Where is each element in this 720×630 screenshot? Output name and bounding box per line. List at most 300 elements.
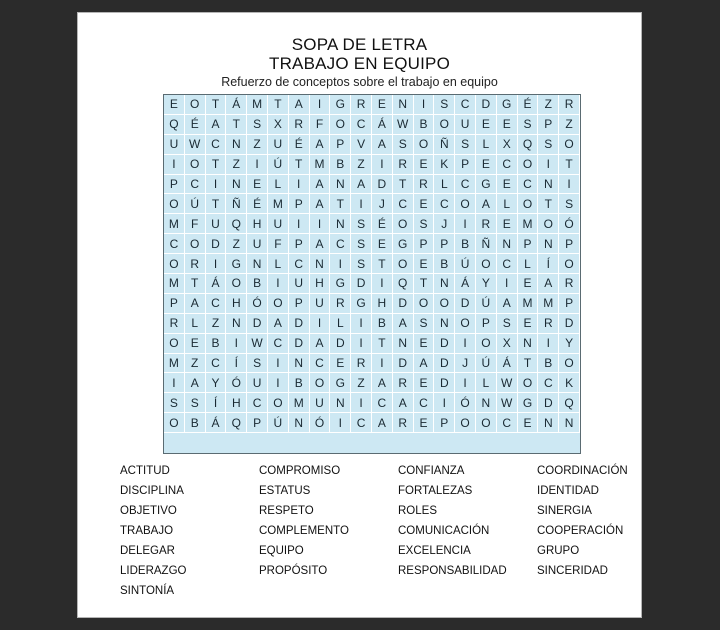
grid-letter[interactable]: D: [289, 334, 310, 354]
grid-letter[interactable]: M: [164, 274, 185, 294]
grid-letter[interactable]: P: [476, 314, 497, 334]
grid-letter[interactable]: P: [164, 294, 185, 314]
grid-letter[interactable]: N: [476, 393, 497, 413]
grid-letter[interactable]: É: [247, 194, 268, 214]
grid-letter[interactable]: O: [393, 254, 414, 274]
grid-letter[interactable]: U: [268, 214, 289, 234]
grid-letter[interactable]: C: [538, 373, 559, 393]
grid-letter[interactable]: I: [351, 334, 372, 354]
grid-letter[interactable]: I: [351, 194, 372, 214]
grid-letter[interactable]: O: [268, 393, 289, 413]
grid-letter[interactable]: C: [372, 393, 393, 413]
grid-letter[interactable]: Ó: [247, 294, 268, 314]
grid-letter[interactable]: A: [310, 135, 331, 155]
grid-letter[interactable]: Q: [393, 274, 414, 294]
grid-letter[interactable]: S: [414, 314, 435, 334]
grid-letter[interactable]: L: [330, 314, 351, 334]
grid-letter[interactable]: N: [393, 95, 414, 115]
grid-letter[interactable]: I: [455, 214, 476, 234]
grid-letter[interactable]: L: [434, 175, 455, 195]
grid-letter[interactable]: S: [455, 135, 476, 155]
grid-letter[interactable]: M: [247, 95, 268, 115]
grid-letter[interactable]: Ó: [559, 214, 580, 234]
grid-letter[interactable]: P: [434, 413, 455, 433]
grid-letter[interactable]: P: [559, 294, 580, 314]
grid-letter[interactable]: C: [434, 194, 455, 214]
grid-letter[interactable]: J: [372, 194, 393, 214]
grid-letter[interactable]: N: [226, 314, 247, 334]
grid-letter[interactable]: Á: [455, 274, 476, 294]
grid-letter[interactable]: I: [206, 254, 227, 274]
grid-letter[interactable]: O: [164, 194, 185, 214]
grid-letter[interactable]: C: [518, 175, 539, 195]
grid-letter[interactable]: I: [372, 155, 393, 175]
grid-letter[interactable]: Ú: [185, 194, 206, 214]
grid-letter[interactable]: E: [476, 155, 497, 175]
grid-letter[interactable]: O: [559, 135, 580, 155]
grid-letter[interactable]: O: [476, 254, 497, 274]
grid-letter[interactable]: Ó: [226, 373, 247, 393]
grid-letter[interactable]: C: [310, 354, 331, 374]
grid-letter[interactable]: N: [247, 254, 268, 274]
grid-letter[interactable]: C: [268, 334, 289, 354]
grid-letter[interactable]: O: [559, 254, 580, 274]
grid-letter[interactable]: H: [226, 294, 247, 314]
grid-letter[interactable]: N: [289, 413, 310, 433]
grid-letter[interactable]: A: [538, 274, 559, 294]
grid-letter[interactable]: M: [164, 354, 185, 374]
grid-letter[interactable]: T: [372, 254, 393, 274]
grid-letter[interactable]: Z: [351, 373, 372, 393]
grid-letter[interactable]: Z: [226, 155, 247, 175]
grid-letter[interactable]: Y: [476, 274, 497, 294]
grid-letter[interactable]: O: [518, 194, 539, 214]
grid-letter[interactable]: I: [455, 334, 476, 354]
grid-letter[interactable]: Z: [206, 314, 227, 334]
grid-letter[interactable]: J: [455, 354, 476, 374]
grid-letter[interactable]: E: [414, 194, 435, 214]
grid-letter[interactable]: E: [414, 413, 435, 433]
grid-letter[interactable]: E: [372, 95, 393, 115]
grid-letter[interactable]: Q: [226, 214, 247, 234]
grid-letter[interactable]: G: [330, 274, 351, 294]
grid-letter[interactable]: D: [434, 334, 455, 354]
grid-letter[interactable]: N: [497, 234, 518, 254]
grid-letter[interactable]: L: [185, 314, 206, 334]
grid-letter[interactable]: D: [247, 314, 268, 334]
grid-letter[interactable]: D: [393, 294, 414, 314]
grid-letter[interactable]: U: [247, 234, 268, 254]
grid-letter[interactable]: E: [414, 373, 435, 393]
grid-letter[interactable]: N: [393, 334, 414, 354]
grid-letter[interactable]: N: [538, 175, 559, 195]
grid-letter[interactable]: Z: [185, 354, 206, 374]
grid-letter[interactable]: N: [226, 135, 247, 155]
grid-letter[interactable]: Á: [206, 413, 227, 433]
grid-letter[interactable]: X: [268, 115, 289, 135]
grid-letter[interactable]: D: [434, 373, 455, 393]
grid-letter[interactable]: N: [330, 214, 351, 234]
grid-letter[interactable]: D: [434, 354, 455, 374]
grid-letter[interactable]: O: [476, 334, 497, 354]
grid-letter[interactable]: B: [330, 155, 351, 175]
grid-letter[interactable]: E: [414, 155, 435, 175]
grid-letter[interactable]: Ú: [268, 155, 289, 175]
grid-letter[interactable]: Ú: [268, 413, 289, 433]
grid-letter[interactable]: C: [455, 95, 476, 115]
grid-letter[interactable]: S: [351, 254, 372, 274]
grid-letter[interactable]: A: [206, 115, 227, 135]
grid-letter[interactable]: N: [289, 354, 310, 374]
grid-letter[interactable]: Z: [559, 115, 580, 135]
grid-letter[interactable]: J: [434, 214, 455, 234]
grid-letter[interactable]: V: [351, 135, 372, 155]
grid-letter[interactable]: I: [268, 274, 289, 294]
grid-letter[interactable]: O: [518, 155, 539, 175]
grid-letter[interactable]: S: [518, 115, 539, 135]
grid-letter[interactable]: T: [559, 155, 580, 175]
grid-letter[interactable]: A: [372, 413, 393, 433]
grid-letter[interactable]: I: [434, 393, 455, 413]
grid-letter[interactable]: O: [185, 234, 206, 254]
grid-letter[interactable]: E: [476, 115, 497, 135]
grid-letter[interactable]: O: [434, 115, 455, 135]
grid-letter[interactable]: C: [206, 294, 227, 314]
grid-letter[interactable]: O: [434, 294, 455, 314]
grid-letter[interactable]: F: [268, 234, 289, 254]
grid-letter[interactable]: A: [414, 354, 435, 374]
grid-letter[interactable]: A: [351, 175, 372, 195]
grid-letter[interactable]: P: [164, 175, 185, 195]
grid-letter[interactable]: I: [351, 314, 372, 334]
grid-letter[interactable]: C: [455, 175, 476, 195]
grid-letter[interactable]: O: [455, 194, 476, 214]
grid-letter[interactable]: B: [538, 354, 559, 374]
grid-letter[interactable]: D: [289, 314, 310, 334]
grid-letter[interactable]: I: [268, 373, 289, 393]
grid-letter[interactable]: U: [310, 393, 331, 413]
grid-letter[interactable]: M: [164, 214, 185, 234]
grid-letter[interactable]: N: [330, 175, 351, 195]
grid-letter[interactable]: E: [497, 175, 518, 195]
grid-letter[interactable]: S: [247, 115, 268, 135]
grid-letter[interactable]: A: [185, 294, 206, 314]
grid-letter[interactable]: T: [372, 334, 393, 354]
grid-letter[interactable]: I: [372, 274, 393, 294]
grid-letter[interactable]: G: [393, 234, 414, 254]
grid-letter[interactable]: N: [538, 413, 559, 433]
grid-letter[interactable]: D: [206, 234, 227, 254]
grid-letter[interactable]: É: [518, 95, 539, 115]
grid-letter[interactable]: I: [268, 354, 289, 374]
grid-letter[interactable]: M: [518, 214, 539, 234]
grid-letter[interactable]: B: [372, 314, 393, 334]
grid-letter[interactable]: O: [414, 135, 435, 155]
grid-letter[interactable]: P: [559, 234, 580, 254]
grid-letter[interactable]: C: [185, 175, 206, 195]
grid-letter[interactable]: C: [497, 413, 518, 433]
grid-letter[interactable]: R: [559, 95, 580, 115]
grid-letter[interactable]: Í: [226, 354, 247, 374]
grid-letter[interactable]: A: [310, 334, 331, 354]
grid-letter[interactable]: R: [393, 373, 414, 393]
grid-letter[interactable]: O: [164, 254, 185, 274]
grid-letter[interactable]: E: [372, 234, 393, 254]
grid-letter[interactable]: N: [330, 393, 351, 413]
grid-letter[interactable]: Á: [206, 274, 227, 294]
grid-letter[interactable]: L: [476, 135, 497, 155]
grid-letter[interactable]: Q: [518, 135, 539, 155]
grid-letter[interactable]: C: [289, 254, 310, 274]
grid-letter[interactable]: A: [393, 393, 414, 413]
grid-letter[interactable]: I: [372, 354, 393, 374]
grid-letter[interactable]: G: [476, 175, 497, 195]
grid-letter[interactable]: D: [393, 354, 414, 374]
grid-letter[interactable]: S: [247, 354, 268, 374]
grid-letter[interactable]: Ó: [455, 393, 476, 413]
grid-letter[interactable]: H: [226, 393, 247, 413]
grid-letter[interactable]: P: [289, 294, 310, 314]
grid-letter[interactable]: T: [206, 155, 227, 175]
grid-letter[interactable]: P: [414, 234, 435, 254]
grid-letter[interactable]: U: [289, 274, 310, 294]
grid-letter[interactable]: S: [414, 214, 435, 234]
grid-letter[interactable]: Y: [206, 373, 227, 393]
grid-letter[interactable]: O: [226, 274, 247, 294]
grid-letter[interactable]: M: [289, 393, 310, 413]
grid-letter[interactable]: C: [206, 354, 227, 374]
grid-letter[interactable]: R: [330, 294, 351, 314]
grid-letter[interactable]: O: [164, 413, 185, 433]
grid-letter[interactable]: I: [247, 155, 268, 175]
grid-letter[interactable]: A: [476, 194, 497, 214]
grid-letter[interactable]: A: [310, 234, 331, 254]
grid-letter[interactable]: X: [497, 135, 518, 155]
grid-letter[interactable]: B: [289, 373, 310, 393]
grid-letter[interactable]: W: [393, 115, 414, 135]
grid-letter[interactable]: O: [455, 314, 476, 334]
grid-letter[interactable]: O: [164, 334, 185, 354]
grid-letter[interactable]: E: [247, 175, 268, 195]
grid-letter[interactable]: S: [164, 393, 185, 413]
grid-letter[interactable]: A: [310, 175, 331, 195]
grid-letter[interactable]: I: [538, 334, 559, 354]
grid-letter[interactable]: C: [247, 393, 268, 413]
grid-letter[interactable]: S: [559, 194, 580, 214]
grid-letter[interactable]: O: [185, 95, 206, 115]
grid-letter[interactable]: R: [393, 155, 414, 175]
grid-letter[interactable]: I: [226, 334, 247, 354]
grid-letter[interactable]: R: [559, 274, 580, 294]
grid-letter[interactable]: B: [185, 413, 206, 433]
grid-letter[interactable]: C: [497, 155, 518, 175]
grid-letter[interactable]: M: [310, 155, 331, 175]
grid-letter[interactable]: C: [414, 393, 435, 413]
grid-letter[interactable]: R: [393, 413, 414, 433]
grid-letter[interactable]: U: [206, 214, 227, 234]
grid-letter[interactable]: T: [393, 175, 414, 195]
grid-letter[interactable]: L: [268, 254, 289, 274]
grid-letter[interactable]: I: [310, 214, 331, 234]
grid-letter[interactable]: X: [497, 334, 518, 354]
grid-letter[interactable]: R: [476, 214, 497, 234]
grid-letter[interactable]: A: [310, 194, 331, 214]
grid-letter[interactable]: R: [351, 95, 372, 115]
grid-letter[interactable]: W: [185, 135, 206, 155]
grid-letter[interactable]: E: [518, 274, 539, 294]
grid-letter[interactable]: Z: [351, 155, 372, 175]
grid-letter[interactable]: E: [414, 334, 435, 354]
grid-letter[interactable]: G: [330, 95, 351, 115]
grid-letter[interactable]: R: [289, 115, 310, 135]
grid-letter[interactable]: E: [497, 115, 518, 135]
grid-letter[interactable]: E: [518, 413, 539, 433]
grid-letter[interactable]: A: [372, 135, 393, 155]
grid-letter[interactable]: T: [330, 194, 351, 214]
grid-letter[interactable]: Ñ: [476, 234, 497, 254]
grid-letter[interactable]: U: [247, 373, 268, 393]
grid-letter[interactable]: E: [497, 214, 518, 234]
grid-letter[interactable]: D: [372, 175, 393, 195]
grid-letter[interactable]: F: [185, 214, 206, 234]
grid-letter[interactable]: N: [226, 175, 247, 195]
grid-letter[interactable]: N: [538, 234, 559, 254]
grid-letter[interactable]: O: [268, 294, 289, 314]
grid-letter[interactable]: Z: [247, 135, 268, 155]
grid-letter[interactable]: U: [310, 294, 331, 314]
grid-letter[interactable]: L: [268, 175, 289, 195]
grid-letter[interactable]: É: [289, 135, 310, 155]
grid-letter[interactable]: I: [310, 314, 331, 334]
grid-letter[interactable]: N: [310, 254, 331, 274]
grid-letter[interactable]: H: [372, 294, 393, 314]
grid-letter[interactable]: P: [289, 234, 310, 254]
grid-letter[interactable]: L: [497, 194, 518, 214]
grid-letter[interactable]: I: [330, 413, 351, 433]
grid-letter[interactable]: S: [538, 135, 559, 155]
grid-letter[interactable]: O: [185, 155, 206, 175]
grid-letter[interactable]: Q: [164, 115, 185, 135]
grid-letter[interactable]: E: [330, 354, 351, 374]
grid-letter[interactable]: I: [559, 175, 580, 195]
grid-letter[interactable]: N: [559, 413, 580, 433]
grid-letter[interactable]: S: [497, 314, 518, 334]
grid-letter[interactable]: Í: [538, 254, 559, 274]
grid-letter[interactable]: H: [247, 214, 268, 234]
grid-letter[interactable]: Ú: [476, 294, 497, 314]
grid-letter[interactable]: D: [559, 314, 580, 334]
grid-letter[interactable]: K: [434, 155, 455, 175]
grid-letter[interactable]: I: [497, 274, 518, 294]
grid-letter[interactable]: D: [455, 294, 476, 314]
grid-letter[interactable]: B: [455, 234, 476, 254]
grid-letter[interactable]: I: [330, 254, 351, 274]
grid-letter[interactable]: W: [497, 393, 518, 413]
grid-letter[interactable]: N: [434, 314, 455, 334]
grid-letter[interactable]: U: [455, 115, 476, 135]
grid-letter[interactable]: K: [559, 373, 580, 393]
grid-letter[interactable]: M: [538, 294, 559, 314]
grid-letter[interactable]: I: [455, 373, 476, 393]
grid-letter[interactable]: N: [518, 334, 539, 354]
grid-letter[interactable]: Q: [559, 393, 580, 413]
grid-letter[interactable]: S: [351, 234, 372, 254]
grid-letter[interactable]: C: [164, 234, 185, 254]
grid-letter[interactable]: I: [164, 155, 185, 175]
grid-letter[interactable]: M: [268, 194, 289, 214]
grid-letter[interactable]: D: [330, 334, 351, 354]
grid-letter[interactable]: O: [330, 115, 351, 135]
grid-letter[interactable]: É: [185, 115, 206, 135]
grid-letter[interactable]: I: [351, 393, 372, 413]
grid-letter[interactable]: D: [351, 274, 372, 294]
grid-letter[interactable]: D: [538, 393, 559, 413]
grid-letter[interactable]: O: [476, 413, 497, 433]
grid-letter[interactable]: S: [185, 393, 206, 413]
grid-letter[interactable]: O: [393, 214, 414, 234]
grid-letter[interactable]: A: [185, 373, 206, 393]
grid-letter[interactable]: C: [351, 413, 372, 433]
grid-letter[interactable]: T: [206, 194, 227, 214]
grid-letter[interactable]: Q: [226, 413, 247, 433]
grid-letter[interactable]: Ñ: [226, 194, 247, 214]
grid-letter[interactable]: U: [268, 135, 289, 155]
grid-letter[interactable]: R: [414, 175, 435, 195]
grid-letter[interactable]: M: [518, 294, 539, 314]
grid-letter[interactable]: O: [538, 214, 559, 234]
grid-letter[interactable]: B: [206, 334, 227, 354]
grid-letter[interactable]: G: [518, 393, 539, 413]
grid-letter[interactable]: C: [351, 115, 372, 135]
grid-letter[interactable]: W: [497, 373, 518, 393]
grid-letter[interactable]: I: [310, 95, 331, 115]
grid-letter[interactable]: E: [518, 314, 539, 334]
grid-letter[interactable]: Z: [226, 234, 247, 254]
grid-letter[interactable]: C: [393, 194, 414, 214]
grid-letter[interactable]: R: [164, 314, 185, 334]
grid-letter[interactable]: A: [372, 373, 393, 393]
grid-letter[interactable]: T: [226, 115, 247, 135]
grid-letter[interactable]: O: [455, 413, 476, 433]
grid-letter[interactable]: S: [393, 135, 414, 155]
grid-letter[interactable]: A: [289, 95, 310, 115]
grid-letter[interactable]: D: [476, 95, 497, 115]
grid-letter[interactable]: R: [351, 354, 372, 374]
grid-letter[interactable]: I: [206, 175, 227, 195]
grid-letter[interactable]: Ú: [476, 354, 497, 374]
grid-letter[interactable]: Y: [559, 334, 580, 354]
grid-letter[interactable]: P: [247, 413, 268, 433]
grid-letter[interactable]: E: [164, 95, 185, 115]
grid-letter[interactable]: S: [351, 214, 372, 234]
grid-letter[interactable]: Ó: [310, 413, 331, 433]
grid-letter[interactable]: I: [414, 95, 435, 115]
grid-letter[interactable]: I: [289, 175, 310, 195]
grid-letter[interactable]: Ú: [455, 254, 476, 274]
grid-letter[interactable]: P: [289, 194, 310, 214]
grid-letter[interactable]: O: [518, 373, 539, 393]
grid-letter[interactable]: B: [414, 115, 435, 135]
grid-letter[interactable]: U: [164, 135, 185, 155]
grid-letter[interactable]: P: [518, 234, 539, 254]
grid-letter[interactable]: Z: [538, 95, 559, 115]
grid-letter[interactable]: W: [247, 334, 268, 354]
grid-letter[interactable]: O: [559, 354, 580, 374]
grid-letter[interactable]: Ñ: [434, 135, 455, 155]
grid-letter[interactable]: R: [185, 254, 206, 274]
grid-letter[interactable]: F: [310, 115, 331, 135]
grid-letter[interactable]: T: [289, 155, 310, 175]
